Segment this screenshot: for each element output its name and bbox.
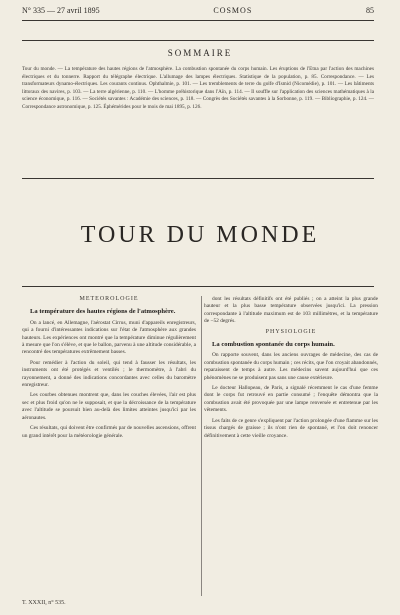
right-column [204, 296, 378, 598]
article-paragraph: Les faits de ce genre s'expliquent par l'action prolongée d'une flamme sur les tissus chargés de graisse ; ils n'ont rien de spontané, et l'on doit renoncer définitivement à cette vieille croyance. [204, 417, 378, 439]
page-number: 85 [365, 6, 374, 15]
article-paragraph: Ces résultats, qui doivent être confirmés par de nouvelles ascensions, offrent un grand intérêt pour la météorologie générale. [22, 425, 196, 439]
header-rule [22, 20, 374, 21]
sommaire-bottom-rule [22, 178, 374, 179]
section-heading-physiologie: PHYSIOLOGIE [265, 328, 317, 335]
left-column [22, 296, 196, 598]
article-paragraph: On rapporte souvent, dans les anciens ouvrages de médecine, des cas de combustion spontanée du corps humain ; ces récits, que l'on croyait abandonnés, reparaissent de temps à autre. Les médecins savent aujourd'hui que ces phénomènes ne se produisent pas sans une cause extérieure. [204, 352, 378, 381]
article-title-temperature: La température des hautes régions de l'atmosphère. [30, 308, 176, 316]
issue-number: N° 335 — 27 avril 1895 [22, 6, 100, 15]
title-bottom-rule [22, 286, 374, 287]
article-paragraph: On a lancé, en Allemagne, l'aérostat Cirrus, muni d'appareils enregistreurs, qui a fourni d'intéressantes indications sur l'état de l'atmosphère aux grandes hauteurs. Les expériences ont montré que la température diminue régulièrement à mesure que l'on s'élève, et que le ballon, parvenu à une altitude considérable, a rencontré des températures extrêmement basses. [22, 319, 196, 356]
article-paragraph: Les courbes obtenues montrent que, dans les couches élevées, l'air est plus sec et plus froid qu'on ne le supposait, et que la décroissance de la température avec l'altitude se poursuit bien au-delà des limites atteintes jusqu'ici par les aéronautes. [22, 392, 196, 421]
sommaire-heading: SOMMAIRE [167, 48, 233, 58]
main-title: TOUR DU MONDE [80, 222, 320, 248]
sommaire-top-rule [22, 40, 374, 41]
page-header [22, 5, 374, 17]
summary-paragraph: Tour du monde. — La température des hautes régions de l'atmosphère. La combustion spontanée du corps humain. Les éruptions de l'Etna par l'action des machines électriques et du tonnerre. Rapport du télégraphe électrique. L'allumage des lampes électriques. Statistique de la population, p. 85. Correspondance. — Les transformateurs dynamo-électriques. Les courants continus. Ophthalmie, p. 101. — Les tremblements de terre du golfe d'Ismid (Nicomédie), p. 101. — Les bâtiments littoraux des navires, p. 103. — La terre algérienne, p. 110. — L'homme préhistorique dans l'Aïn, p. 114. — Il souffle sur l'application des sciences mathématiques à la science économique, p. 116. — Sociétés savantes : Académie des sciences, p. 118. — Congrès des Sociétés savantes à la Sorbonne, p. 119. — Bibliographie, p. 124. — Correspondance astronomique, p. 125. Éphémérides pour le mois de mai 1895, p. 126. [22, 66, 374, 110]
article-title-combustion: La combustion spontanée du corps humain. [212, 341, 335, 349]
article-continuation: dont les résultats définitifs ont été publiés ; on a atteint la plus grande hauteur et la plus basse température observées jusqu'ici. La pression correspondante à l'altitude maximum est de 103 millimètres, et la température de −52 degrés. [204, 296, 378, 325]
section-heading-meteorologie: MÉTÉOROLOGIE [79, 296, 139, 302]
volume-footer: T. XXXII, n° 535. [22, 600, 66, 606]
article-paragraph: Pour remédier à l'action du soleil, qui tend à fausser les résultats, les instruments ont été protégés et ventilés ; le thermomètre, à l'abri du rayonnement, a donné des indications concordantes avec celles du baromètre enregistreur. [22, 359, 196, 389]
column-divider [201, 296, 202, 596]
journal-name: COSMOS [213, 6, 253, 15]
article-paragraph: Le docteur Hallopeau, de Paris, a signalé récemment le cas d'une femme dont le corps fut retrouvé en partie consumé ; l'enquête démontra que la combustion avait été provoquée par une lampe renversée et entretenue par les vêtements. [204, 385, 378, 414]
